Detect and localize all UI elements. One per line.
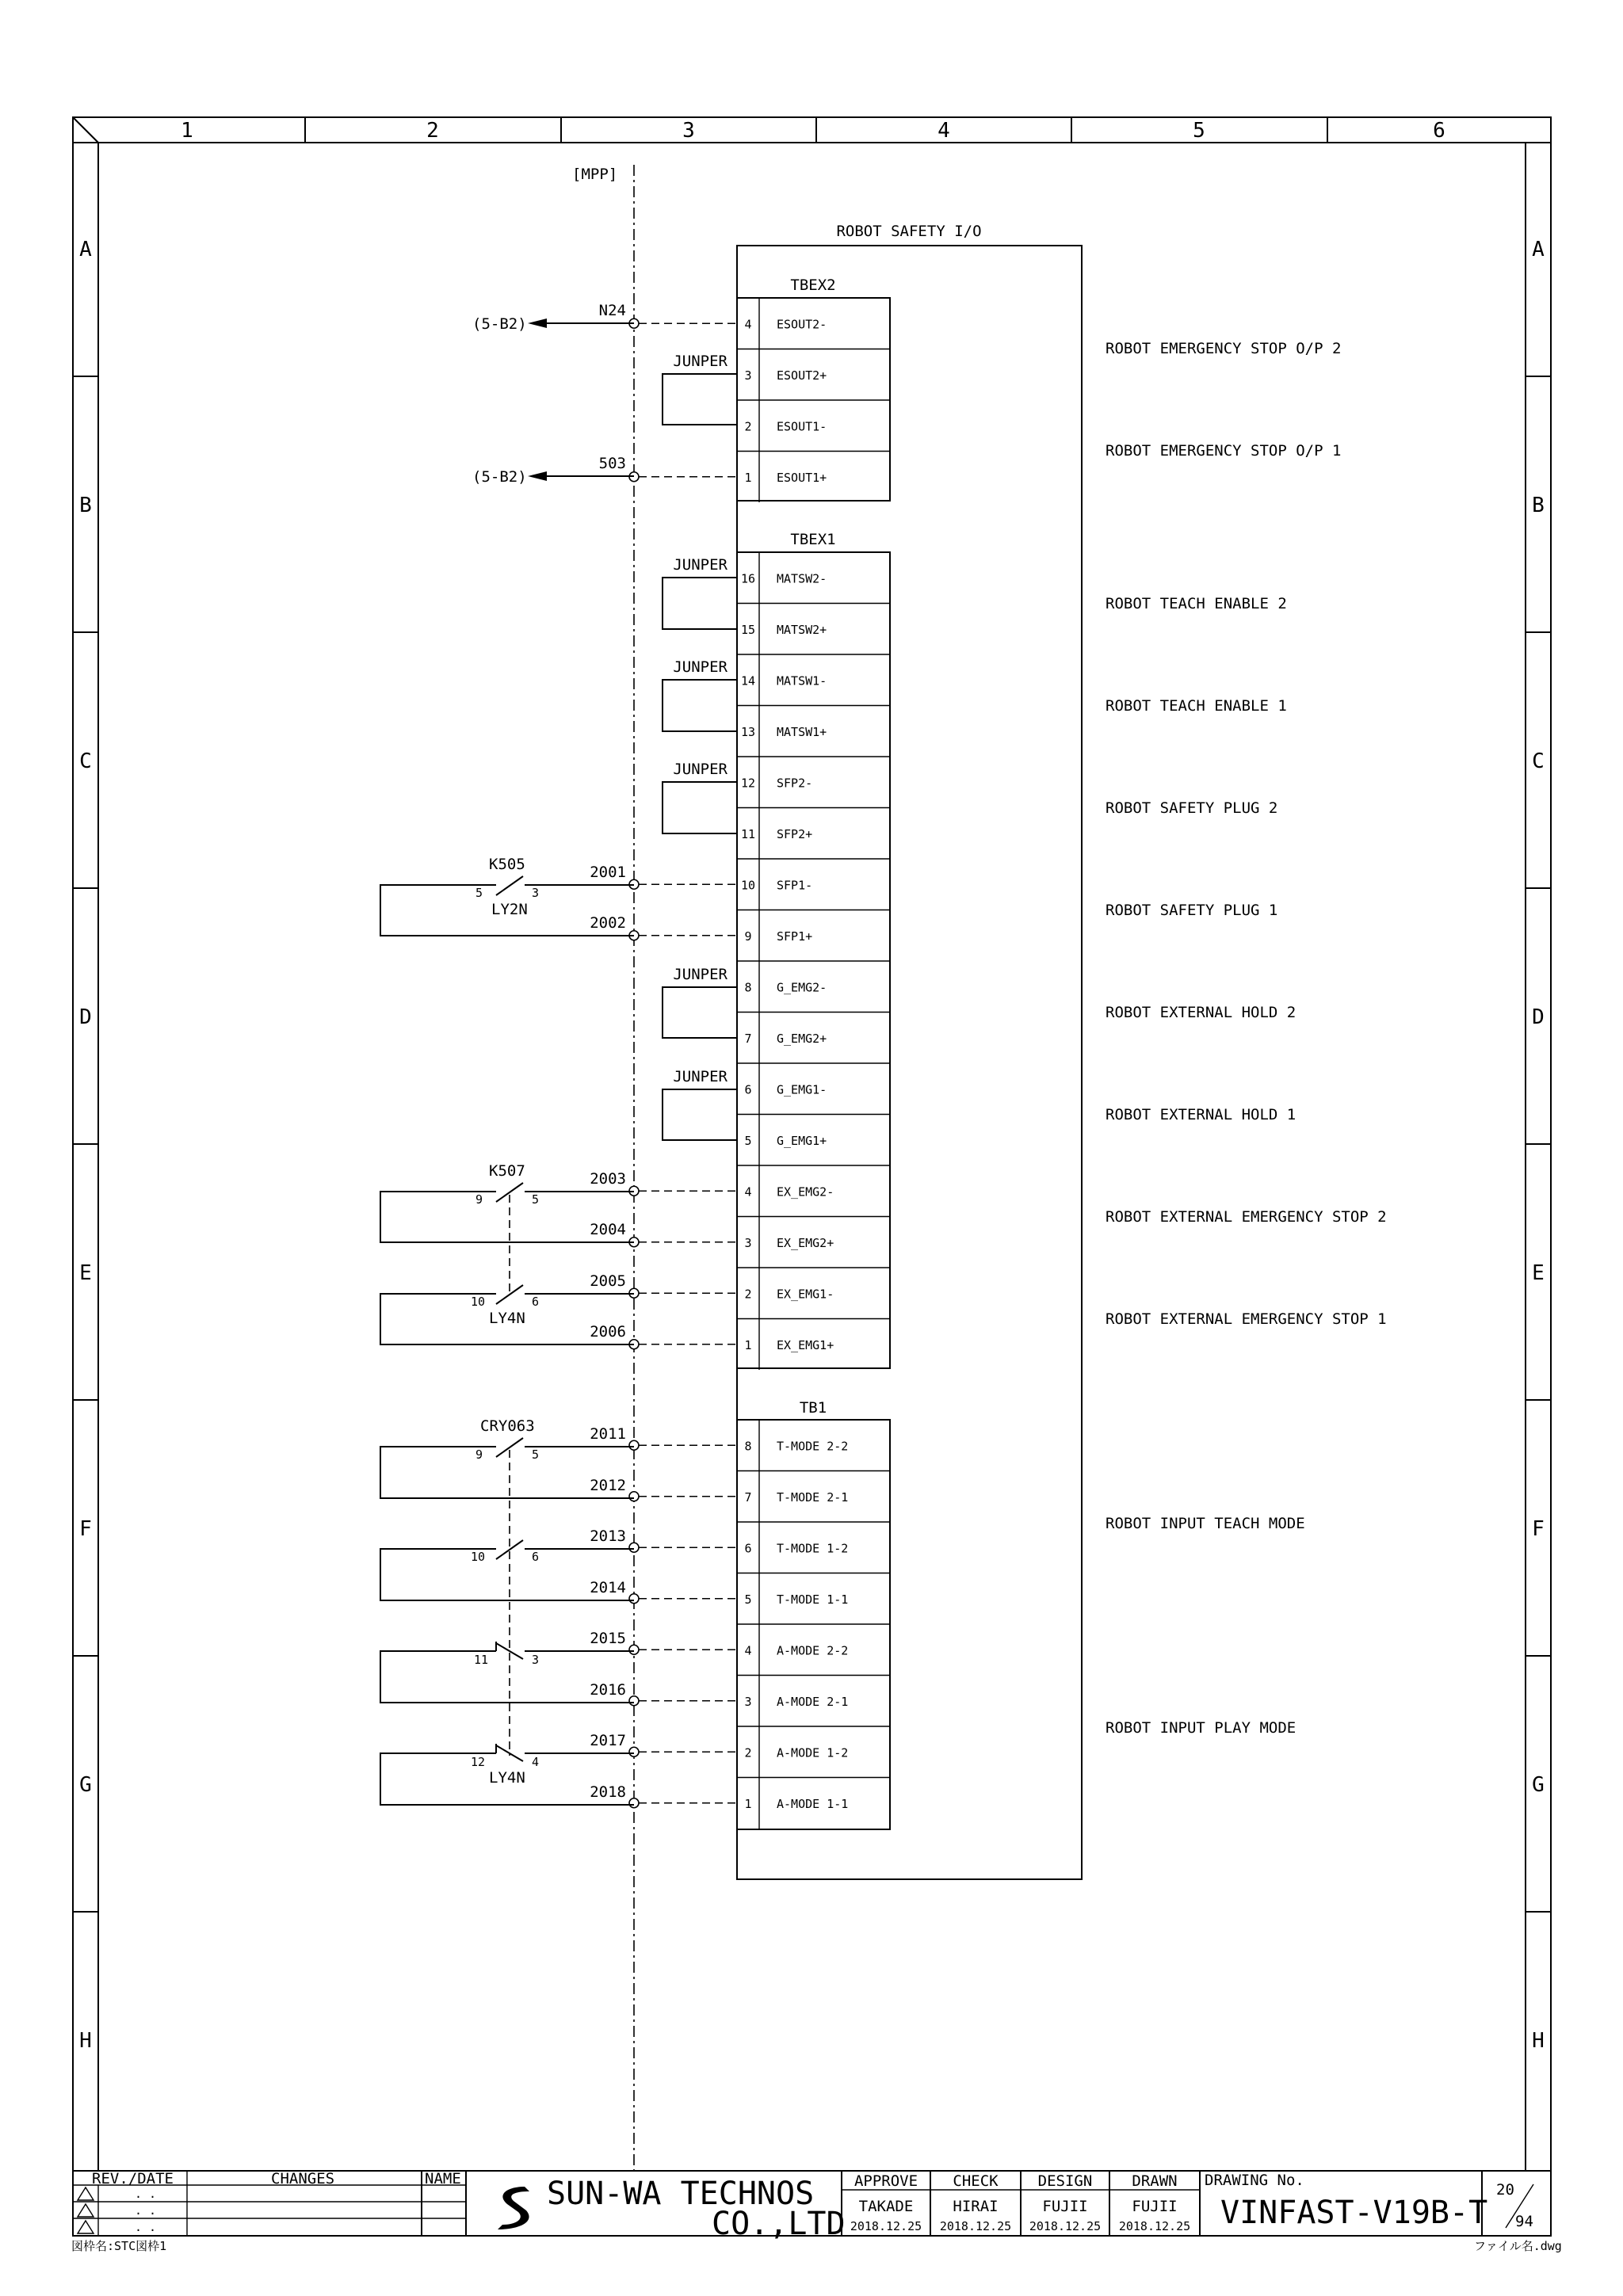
pin-number: 11	[474, 1653, 489, 1667]
row-label: F	[1532, 1517, 1545, 1541]
terminal-signal: A-MODE 1-2	[777, 1745, 849, 1760]
junction-point	[629, 1798, 639, 1808]
pin-number: 5	[475, 886, 483, 900]
tbex2-label: TBEX2	[790, 277, 836, 294]
pin-number: 3	[532, 1653, 540, 1667]
terminal-number: 2	[744, 419, 752, 434]
wire-number: 2015	[590, 1630, 626, 1647]
terminal-number: 4	[744, 1643, 752, 1658]
terminal-signal: A-MODE 2-1	[777, 1694, 849, 1709]
pin-number: 3	[532, 886, 540, 900]
wire-number: 2003	[590, 1170, 626, 1188]
approve-name: TAKADE	[858, 2198, 914, 2215]
terminal-number: 12	[740, 776, 756, 791]
row-label: D	[79, 1005, 92, 1029]
terminal-signal: MATSW1+	[777, 724, 827, 739]
sheet-number: 20	[1496, 2181, 1514, 2199]
design-date: 2018.12.25	[1029, 2219, 1102, 2233]
terminal-signal: ESOUT2+	[777, 368, 827, 383]
pin-number: 4	[532, 1755, 540, 1769]
junction-point	[629, 1645, 639, 1654]
row-label: B	[79, 494, 92, 517]
terminal-signal: T-MODE 2-1	[777, 1489, 849, 1505]
column-label: 3	[682, 119, 695, 143]
column-label: 5	[1193, 119, 1205, 143]
rev-date-blank: . .	[135, 2220, 157, 2234]
rev-date-header: REV./DATE	[92, 2170, 174, 2187]
rev-date-blank: . .	[135, 2203, 157, 2218]
wire-number: 2004	[590, 1221, 626, 1238]
terminal-signal: EX_EMG1+	[777, 1337, 834, 1352]
pin-number: 9	[475, 1447, 483, 1462]
terminal-number: 15	[740, 622, 756, 637]
terminal-signal: MATSW1-	[777, 673, 827, 688]
changes-header: CHANGES	[271, 2170, 335, 2187]
rev-date-blank: . .	[135, 2187, 157, 2201]
terminal-signal: SFP1-	[777, 878, 813, 893]
terminal-number: 13	[740, 724, 756, 739]
check-name: HIRAI	[953, 2198, 999, 2215]
design-label: DESIGN	[1037, 2172, 1093, 2190]
relay-model: LY4N	[489, 1310, 525, 1327]
terminal-signal: SFP1+	[777, 929, 813, 944]
terminal-number: 1	[744, 470, 752, 485]
frame-name-note: 図枠名:STC図枠1	[71, 2239, 167, 2253]
column-label: 6	[1433, 119, 1445, 143]
wire-number: 2016	[590, 1681, 626, 1699]
company-suffix: CO.,LTD	[712, 2206, 846, 2242]
sheet-total: 94	[1515, 2213, 1533, 2230]
terminal-number: 7	[744, 1031, 752, 1046]
terminal-number: 7	[744, 1489, 752, 1505]
terminal-signal: EX_EMG1-	[777, 1287, 834, 1302]
terminal-number: 3	[744, 1235, 752, 1250]
design-name: FUJII	[1042, 2198, 1088, 2215]
function-label: ROBOT EMERGENCY STOP O/P 1	[1106, 442, 1342, 460]
row-label: A	[79, 238, 92, 261]
reference-label: (5-B2)	[472, 315, 527, 333]
wire-number: 2013	[590, 1527, 626, 1545]
mpp-bus-label: [MPP]	[572, 166, 618, 183]
jumper-label: JUNPER	[673, 353, 727, 370]
terminal-number: 16	[740, 571, 756, 586]
approve-date: 2018.12.25	[850, 2219, 922, 2233]
function-label: ROBOT EMERGENCY STOP O/P 2	[1106, 340, 1342, 357]
relay-model: LY2N	[491, 901, 528, 918]
wire-number: 2011	[590, 1425, 626, 1443]
junction-point	[629, 1696, 639, 1706]
file-name-note: ファイル名.dwg	[1474, 2239, 1562, 2253]
function-label: ROBOT SAFETY PLUG 1	[1106, 902, 1278, 919]
wire-number: 2014	[590, 1579, 626, 1596]
pin-number: 9	[475, 1192, 483, 1207]
pin-number: 6	[532, 1550, 540, 1564]
row-label: C	[1532, 749, 1545, 773]
function-label: ROBOT EXTERNAL EMERGENCY STOP 1	[1106, 1310, 1387, 1328]
terminal-number: 8	[744, 980, 752, 995]
terminal-number: 6	[744, 1082, 752, 1097]
junction-point	[629, 1492, 639, 1501]
row-label: E	[1532, 1261, 1545, 1285]
wire-number: 2001	[590, 864, 626, 881]
row-label: B	[1532, 494, 1545, 517]
column-label: 4	[938, 119, 950, 143]
function-label: ROBOT SAFETY PLUG 2	[1106, 799, 1278, 817]
terminal-signal: G_EMG1+	[777, 1133, 827, 1148]
drawn-name: FUJII	[1132, 2198, 1178, 2215]
relay-model: LY4N	[489, 1769, 525, 1787]
terminal-number: 2	[744, 1287, 752, 1302]
pin-number: 6	[532, 1295, 540, 1309]
junction-point	[629, 1440, 639, 1450]
terminal-signal: G_EMG1-	[777, 1082, 827, 1097]
terminal-number: 8	[744, 1439, 752, 1454]
terminal-signal: G_EMG2+	[777, 1031, 827, 1046]
terminal-signal: ESOUT1+	[777, 470, 827, 485]
function-label: ROBOT EXTERNAL EMERGENCY STOP 2	[1106, 1208, 1387, 1226]
terminal-number: 5	[744, 1133, 752, 1148]
wire-number: 2012	[590, 1477, 626, 1494]
terminal-number: 4	[744, 1184, 752, 1199]
check-date: 2018.12.25	[939, 2219, 1012, 2233]
function-label: ROBOT EXTERNAL HOLD 1	[1106, 1106, 1296, 1123]
relay-tag: K507	[489, 1162, 525, 1180]
pin-number: 10	[471, 1550, 486, 1564]
wire-number: 2018	[590, 1783, 626, 1801]
terminal-signal: SFP2-	[777, 776, 813, 791]
drawing-no-label: DRAWING No.	[1205, 2172, 1304, 2189]
function-label: ROBOT TEACH ENABLE 1	[1106, 697, 1287, 715]
row-label: E	[79, 1261, 92, 1285]
terminal-number: 5	[744, 1592, 752, 1607]
wire-number: N24	[598, 302, 626, 319]
terminal-signal: ESOUT2-	[777, 317, 827, 332]
terminal-signal: G_EMG2-	[777, 980, 827, 995]
row-label: C	[79, 749, 92, 773]
drawing-number: VINFAST-V19B-T	[1220, 2195, 1488, 2231]
wire-number: 503	[598, 455, 626, 472]
name-header: NAME	[425, 2170, 461, 2187]
terminal-signal: EX_EMG2-	[777, 1184, 834, 1199]
tbex1-label: TBEX1	[790, 531, 836, 548]
drawn-label: DRAWN	[1132, 2172, 1178, 2190]
relay-tag: CRY063	[480, 1417, 535, 1435]
junction-point	[629, 1594, 639, 1604]
drawn-date: 2018.12.25	[1118, 2219, 1191, 2233]
company-name: SUN-WA TECHNOS	[547, 2176, 815, 2212]
terminal-signal: MATSW2-	[777, 571, 827, 586]
wire-number: 2005	[590, 1272, 626, 1290]
tb1-label: TB1	[799, 1399, 827, 1417]
function-label: ROBOT TEACH ENABLE 2	[1106, 595, 1287, 612]
pin-number: 10	[471, 1295, 486, 1309]
terminal-number: 1	[744, 1796, 752, 1811]
jumper-label: JUNPER	[673, 1068, 727, 1085]
row-label: F	[79, 1517, 92, 1541]
pin-number: 5	[532, 1447, 540, 1462]
wire-number: 2017	[590, 1732, 626, 1749]
junction-point	[629, 1747, 639, 1756]
terminal-signal: ESOUT1-	[777, 419, 827, 434]
terminal-number: 9	[744, 929, 752, 944]
terminal-signal: A-MODE 2-2	[777, 1643, 849, 1658]
terminal-number: 10	[740, 878, 756, 893]
terminal-signal: T-MODE 2-2	[777, 1439, 849, 1454]
terminal-number: 14	[740, 673, 756, 688]
junction-point	[629, 1543, 639, 1552]
pin-number: 12	[471, 1755, 486, 1769]
terminal-signal: SFP2+	[777, 826, 813, 841]
approve-label: APPROVE	[854, 2172, 918, 2190]
row-label: H	[79, 2029, 92, 2053]
row-label: G	[1532, 1773, 1545, 1797]
jumper-label: JUNPER	[673, 556, 727, 574]
terminal-number: 6	[744, 1541, 752, 1556]
terminal-number: 4	[744, 317, 752, 332]
function-label: ROBOT INPUT TEACH MODE	[1106, 1515, 1305, 1532]
row-label: H	[1532, 2029, 1545, 2053]
wire-number: 2002	[590, 914, 626, 932]
jumper-label: JUNPER	[673, 966, 727, 983]
jumper-label: JUNPER	[673, 761, 727, 778]
terminal-signal: T-MODE 1-1	[777, 1592, 849, 1607]
jumper-label: JUNPER	[673, 658, 727, 676]
row-label: D	[1532, 1005, 1545, 1029]
terminal-signal: T-MODE 1-2	[777, 1541, 849, 1556]
terminal-signal: MATSW2+	[777, 622, 827, 637]
row-label: G	[79, 1773, 92, 1797]
pin-number: 5	[532, 1192, 540, 1207]
function-label: ROBOT EXTERNAL HOLD 2	[1106, 1004, 1296, 1021]
terminal-number: 3	[744, 368, 752, 383]
safety-box-title: ROBOT SAFETY I/O	[836, 223, 982, 240]
check-label: CHECK	[953, 2172, 999, 2190]
reference-label: (5-B2)	[472, 468, 527, 486]
terminal-number: 2	[744, 1745, 752, 1760]
function-label: ROBOT INPUT PLAY MODE	[1106, 1719, 1296, 1737]
row-label: A	[1532, 238, 1545, 261]
relay-tag: K505	[489, 856, 525, 873]
terminal-signal: EX_EMG2+	[777, 1235, 834, 1250]
terminal-number: 3	[744, 1694, 752, 1709]
column-label: 1	[181, 119, 193, 143]
wire-number: 2006	[590, 1323, 626, 1341]
column-label: 2	[426, 119, 439, 143]
terminal-signal: A-MODE 1-1	[777, 1796, 849, 1811]
terminal-number: 11	[740, 826, 756, 841]
terminal-number: 1	[744, 1337, 752, 1352]
